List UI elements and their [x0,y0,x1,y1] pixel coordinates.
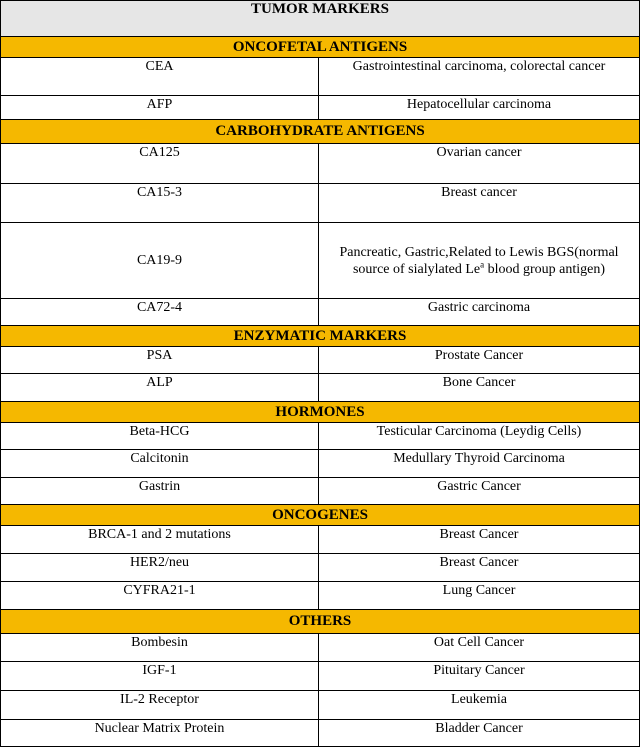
section-row [1,505,640,526]
marker-cell: Gastrin [1,478,319,505]
marker-cell: ALP [1,374,319,402]
section-heading-others: OTHERS [1,610,640,634]
marker-cell: IGF-1 [1,662,319,691]
table-row [1,691,640,720]
cancer-cell: Ovarian cancer [319,144,640,184]
table-row [1,423,640,450]
table-row [1,450,640,478]
table-row [1,662,640,691]
table-row [1,223,640,299]
table-row [1,582,640,610]
cancer-cell: Pituitary Cancer [319,662,640,691]
cancer-text: Pancreatic, Gastric,Related to Lewis BGS(normal source of sialylated Le [339,244,619,277]
table-row [1,634,640,662]
marker-cell: CA72-4 [1,299,319,326]
section-row [1,402,640,423]
marker-cell: IL-2 Receptor [1,691,319,720]
title-row [1,1,640,37]
table-row [1,58,640,96]
marker-cell: CYFRA21-1 [1,582,319,610]
table-row [1,299,640,326]
table-row [1,347,640,374]
table-row [1,96,640,120]
marker-cell: AFP [1,96,319,120]
marker-cell: CA15-3 [1,184,319,223]
cancer-cell: Gastrointestinal carcinoma, colorectal cancer [319,58,640,96]
table-row [1,144,640,184]
marker-cell: HER2/neu [1,554,319,582]
marker-cell: Bombesin [1,634,319,662]
section-row [1,326,640,347]
section-row [1,610,640,634]
cancer-cell: Prostate Cancer [319,347,640,374]
marker-cell: PSA [1,347,319,374]
table-row [1,720,640,747]
table-row [1,526,640,554]
marker-cell: CA125 [1,144,319,184]
section-heading-carbohydrate-antigens: CARBOHYDRATE ANTIGENS [1,120,640,144]
cancer-cell: Breast cancer [319,184,640,223]
marker-cell: CA19-9 [1,223,319,299]
cancer-cell: Bladder Cancer [319,720,640,747]
marker-cell: Nuclear Matrix Protein [1,720,319,747]
cancer-cell: Gastric carcinoma [319,299,640,326]
cancer-cell: Lung Cancer [319,582,640,610]
table-row [1,554,640,582]
cancer-cell: Oat Cell Cancer [319,634,640,662]
section-row [1,37,640,58]
section-heading-hormones: HORMONES [1,402,640,423]
marker-cell: CEA [1,58,319,96]
marker-cell: Beta-HCG [1,423,319,450]
cancer-cell: Gastric Cancer [319,478,640,505]
superscript-a: a [480,258,485,269]
section-heading-oncofetal-antigens: ONCOFETAL ANTIGENS [1,37,640,58]
section-heading-oncogenes: ONCOGENES [1,505,640,526]
cancer-cell: Medullary Thyroid Carcinoma [319,450,640,478]
cancer-cell: Testicular Carcinoma (Leydig Cells) [319,423,640,450]
cancer-cell [319,223,640,299]
cancer-cell: Leukemia [319,691,640,720]
table-row [1,478,640,505]
table-title: TUMOR MARKERS [1,1,640,37]
section-row [1,120,640,144]
cancer-text-continued: blood group antigen) [484,261,606,277]
cancer-cell: Breast Cancer [319,526,640,554]
cancer-cell: Hepatocellular carcinoma [319,96,640,120]
marker-cell: Calcitonin [1,450,319,478]
table-row [1,184,640,223]
marker-cell: BRCA-1 and 2 mutations [1,526,319,554]
table-row [1,374,640,402]
cancer-cell: Breast Cancer [319,554,640,582]
section-heading-enzymatic-markers: ENZYMATIC MARKERS [1,326,640,347]
cancer-cell: Bone Cancer [319,374,640,402]
